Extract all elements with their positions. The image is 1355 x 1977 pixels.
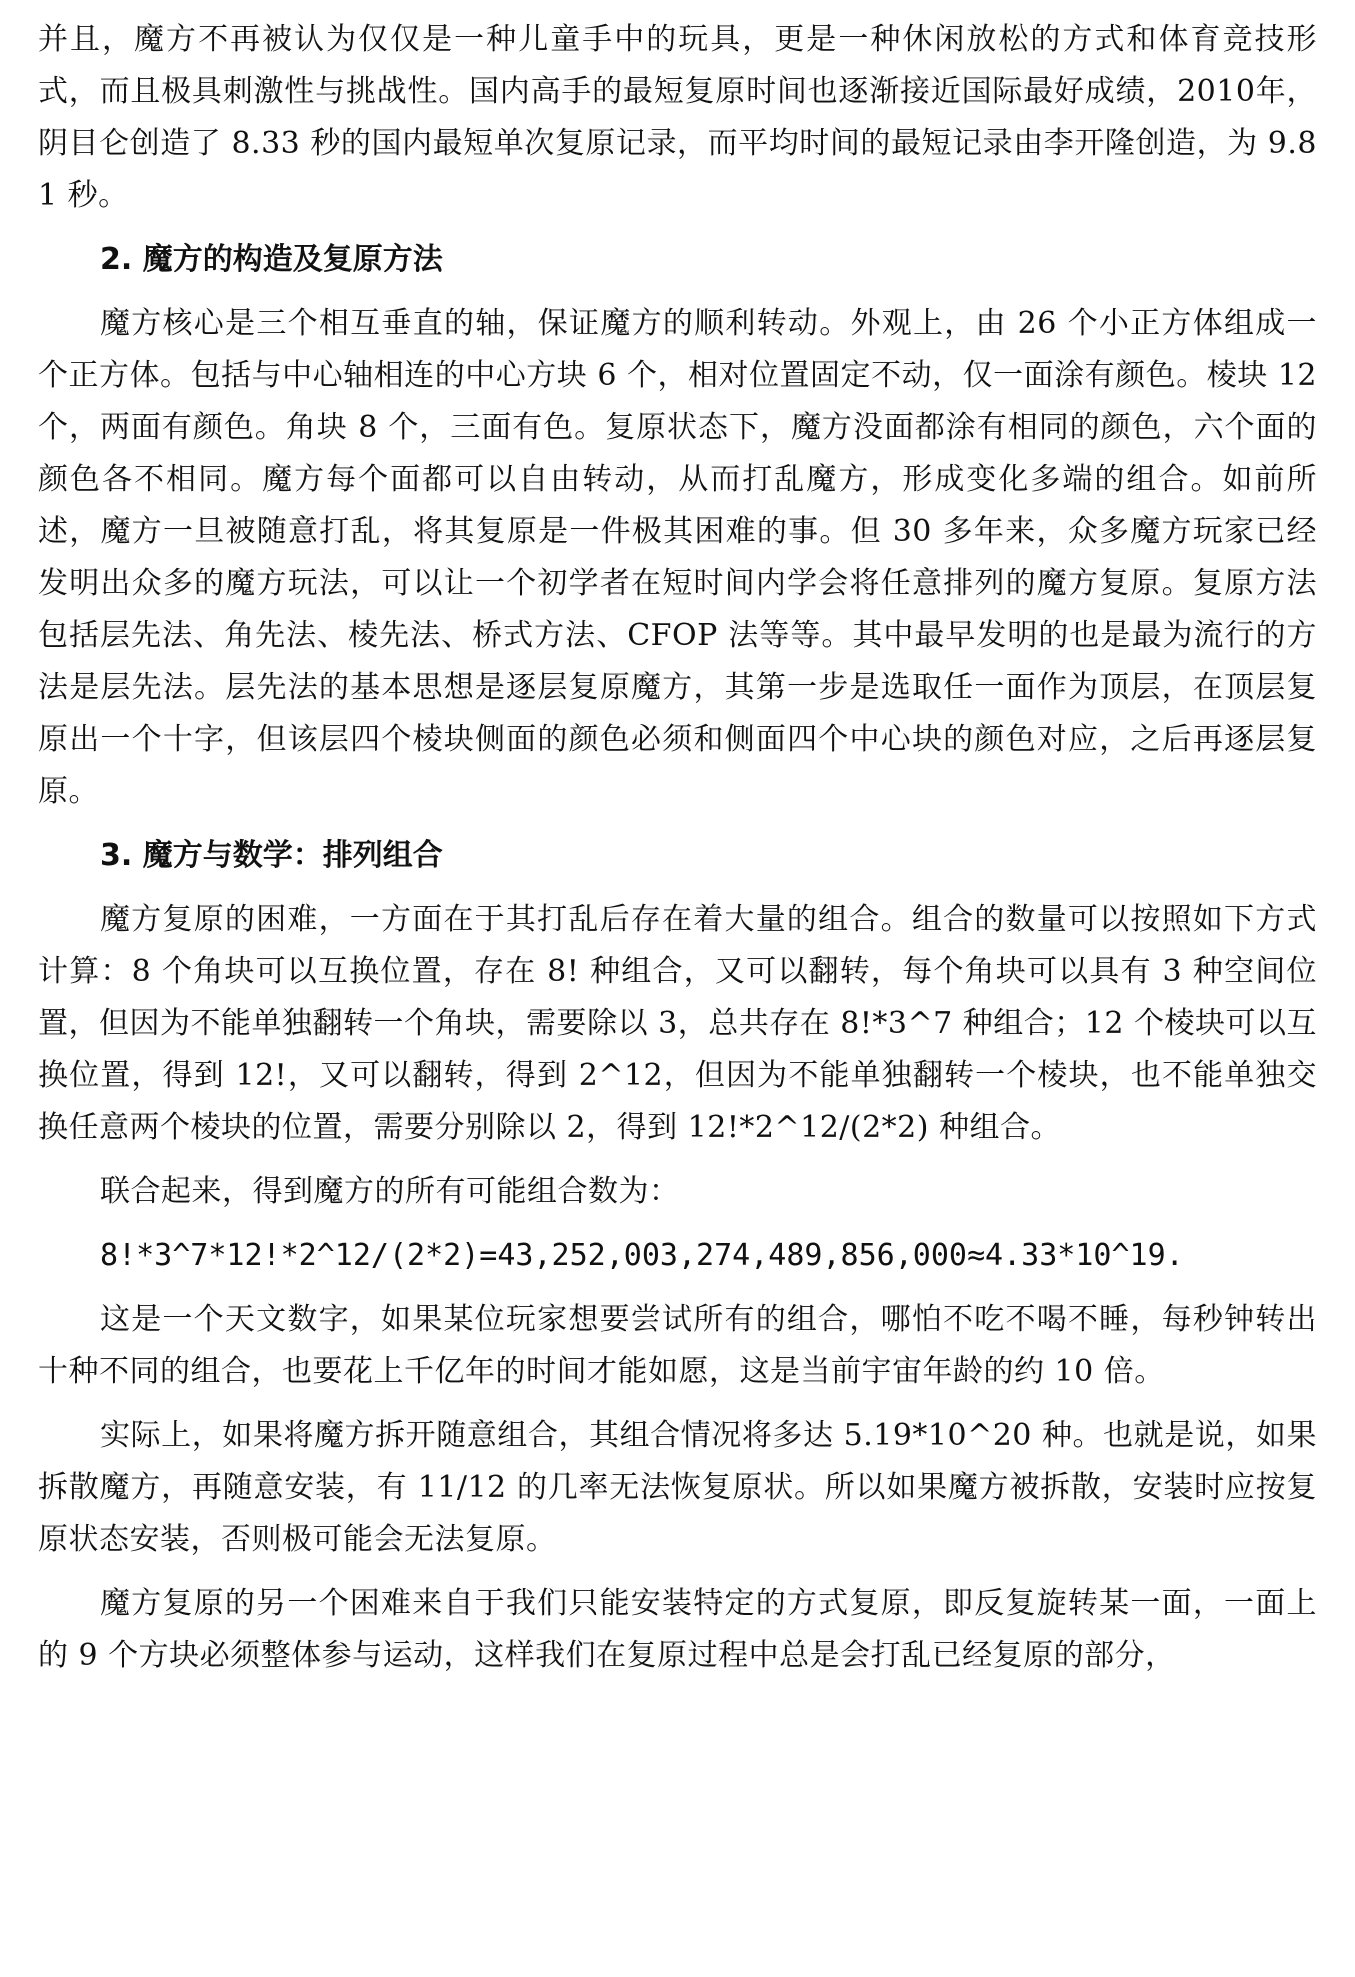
paragraph-structure: 魔方核心是三个相互垂直的轴，保证魔方的顺利转动。外观上，由 26 个小正方体组成一个正方体。包括与中心轴相连的中心方块 6 个，相对位置固定不动，仅一面涂有颜色。棱块 12 个，两面有颜色。角块 8 个，三面有色。复原状态下，魔方没面都涂有相同的颜色，六个面的颜色各不相同。魔方每个面都可以自由转动，从而打乱魔方，形成变化多端的组合。如前所述，魔方一旦被随意打乱，将其复原是一件极其困难的事。但 30 多年来，众多魔方玩家已经发明出众多的魔方玩法，可以让一个初学者在短时间内学会将任意排列的魔方复原。复原方法包括层先法、角先法、棱先法、桥式方法、CFOP 法等等。其中最早发明的也是最为流行的方法是层先法。层先法的基本思想是逐层复原魔方，其第一步是选取任一面作为顶层，在顶层复原出一个十字，但该层四个棱块侧面的颜色必须和侧面四个中心块的颜色对应，之后再逐层复原。	[38, 306, 1317, 809]
paragraph-astronomical: 这是一个天文数字，如果某位玩家想要尝试所有的组合，哪怕不吃不喝不睡，每秒钟转出十种不同的组合，也要花上千亿年的时间才能如愿，这是当前宇宙年龄的约 10 倍。	[38, 1302, 1317, 1389]
paragraph-combined-intro: 联合起来，得到魔方的所有可能组合数为：	[100, 1174, 680, 1209]
formula-total-combinations: 8!*3^7*12!*2^12/(2*2)=43,252,003,274,489,856,000≈4.33*10^19.	[100, 1238, 1184, 1273]
paragraph-disassembly: 实际上，如果将魔方拆开随意组合，其组合情况将多达 5.19*10^20 种。也就是说，如果拆散魔方，再随意安装，有 11/12 的几率无法恢复原状。所以如果魔方被拆散，安装时应按复原状态安装，否则极可能会无法复原。	[38, 1418, 1317, 1557]
paragraph-intro-continued: 并且，魔方不再被认为仅仅是一种儿童手中的玩具，更是一种休闲放松的方式和体育竞技形式，而且极具刺激性与挑战性。国内高手的最短复原时间也逐渐接近国际最好成绩，2010年，阴目仑创造了 8.33 秒的国内最短单次复原记录，而平均时间的最短记录由李开隆创造，为 9.81 秒。	[38, 22, 1317, 213]
section-heading-math: 3. 魔方与数学：排列组合	[100, 838, 443, 873]
paragraph-combinations: 魔方复原的困难，一方面在于其打乱后存在着大量的组合。组合的数量可以按照如下方式计算：8 个角块可以互换位置，存在 8! 种组合，又可以翻转，每个角块可以具有 3 种空间位置，但因为不能单独翻转一个角块，需要除以 3，总共存在 8!*3^7 种组合；12 个棱块可以互换位置，得到 12!，又可以翻转，得到 2^12，但因为不能单独翻转一个棱块，也不能单独交换任意两个棱块的位置，需要分别除以 2，得到 12!*2^12/(2*2) 种组合。	[38, 902, 1317, 1145]
paragraph-difficulty: 魔方复原的另一个困难来自于我们只能安装特定的方式复原，即反复旋转某一面，一面上的 9 个方块必须整体参与运动，这样我们在复原过程中总是会打乱已经复原的部分，	[38, 1586, 1317, 1673]
section-heading-structure: 2. 魔方的构造及复原方法	[100, 242, 443, 277]
